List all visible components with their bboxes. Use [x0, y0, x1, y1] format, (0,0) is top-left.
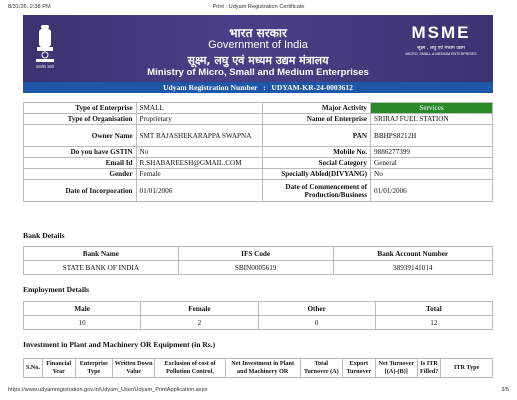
msme-logo-hindi: सूक्ष्म , लघु एवं मध्यम उद्यम	[417, 46, 465, 51]
male-value: 10	[24, 316, 141, 330]
commence-value: 01/01/2006	[371, 180, 493, 202]
net-turnover-header: Net Turnover [(A)-(B)]	[375, 359, 417, 378]
bank-name-header: Bank Name	[24, 247, 179, 261]
account-number-header: Bank Account Number	[333, 247, 492, 261]
table-row	[24, 316, 493, 330]
print-footer	[8, 387, 509, 397]
udyam-number-label: Udyam Registration Number	[163, 83, 258, 92]
commence-label: Date of Commencement of Production/Business	[263, 180, 371, 202]
gender-value: Female	[136, 169, 263, 180]
pan-value: BBHPS8212H	[371, 125, 493, 147]
ifs-code-header: IFS Code	[178, 247, 333, 261]
table-header-row	[24, 359, 493, 378]
pan-label: PAN	[263, 125, 371, 147]
table-header-row	[24, 247, 493, 261]
export-turnover-header: Export Turnover	[342, 359, 375, 378]
employment-details-heading: Employment Details	[23, 285, 90, 294]
table-row	[24, 180, 493, 202]
enterprise-details-table	[23, 102, 493, 202]
print-datetime: 8/31/26, 2:38 PM	[8, 4, 51, 10]
table-row	[24, 261, 493, 275]
print-url: https://www.udyamregistration.gov.in/Udyam_User/Udyam_PrintApplication.aspx	[8, 387, 208, 393]
enterprise-type-header: Enterprise Type	[75, 359, 113, 378]
email-label: Email Id	[24, 158, 137, 169]
divyang-value: No	[371, 169, 493, 180]
owner-label: Owner Name	[24, 125, 137, 147]
ifs-code-value: SBIN0005619	[178, 261, 333, 275]
social-label: Social Category	[263, 158, 371, 169]
table-header-row	[24, 302, 493, 316]
bank-details-heading: Bank Details	[23, 231, 65, 240]
itr-filled-header: Is ITR Filled?	[417, 359, 440, 378]
exclusion-header: Exclusion of cost of Pollution Control,	[155, 359, 225, 378]
sno-header: S.No.	[24, 359, 43, 378]
print-title: Print : Udyam Registration Certificate	[212, 4, 305, 10]
male-header: Male	[24, 302, 141, 316]
wdv-header: Written Down Value	[113, 359, 155, 378]
divyang-label: Specially Abled(DIVYANG)	[263, 169, 371, 180]
english-govt-title: Government of India	[208, 39, 308, 51]
ministry-banner	[23, 15, 493, 82]
other-header: Other	[258, 302, 375, 316]
table-row	[24, 103, 493, 114]
msme-logo-english: MICRO, SMALL & MEDIUM ENTERPRISES	[405, 52, 477, 56]
udyam-number-bar	[23, 82, 493, 93]
major-activity-value: Services	[371, 103, 493, 114]
table-row	[24, 114, 493, 125]
bank-name-value: STATE BANK OF INDIA	[24, 261, 179, 275]
female-value: 2	[141, 316, 258, 330]
total-value: 12	[375, 316, 492, 330]
name-enterprise-label: Name of Enterprise	[263, 114, 371, 125]
table-row	[24, 125, 493, 147]
print-page-number: 3/5	[501, 387, 509, 393]
type-enterprise-value: SMALL	[136, 103, 263, 114]
email-value: R.SHABAREESH@GMAIL.COM	[136, 158, 263, 169]
gstin-value: No	[136, 147, 263, 158]
account-number-value: 38939141014	[333, 261, 492, 275]
total-turnover-header: Total Turnover (A)	[300, 359, 342, 378]
udyam-number-sep: :	[263, 83, 266, 92]
bank-details-table	[23, 246, 493, 275]
investment-heading: Investment in Plant and Machinery OR Equipment (in Rs.)	[23, 340, 216, 349]
female-header: Female	[141, 302, 258, 316]
gstin-label: Do you have GSTIN	[24, 147, 137, 158]
type-org-value: Proprietary	[136, 114, 263, 125]
type-enterprise-label: Type of Enterprise	[24, 103, 137, 114]
itr-type-header: ITR Type	[441, 359, 493, 378]
table-row	[24, 147, 493, 158]
hindi-govt-title: भारत सरकार	[229, 26, 287, 40]
mobile-label: Mobile No.	[263, 147, 371, 158]
owner-value: SMT RAJASHEKARAPPA SWAPNA	[136, 125, 263, 147]
investment-table	[23, 358, 493, 378]
table-row	[24, 169, 493, 180]
msme-logo	[397, 23, 485, 71]
net-investment-header: Net Investment in Plant and Machinery OR	[225, 359, 300, 378]
udyam-number-value: UDYAM-KR-24-0003612	[271, 83, 353, 92]
table-row	[24, 158, 493, 169]
incorp-value: 01/01/2006	[136, 180, 263, 202]
print-header	[8, 4, 509, 14]
msme-logo-text: MSME	[411, 23, 471, 42]
name-enterprise-value: SRIRAJ FUEL STATION	[371, 114, 493, 125]
incorp-label: Date of Incorporation	[24, 180, 137, 202]
english-ministry-title: Ministry of Micro, Small and Medium Enterprises	[147, 67, 369, 78]
total-header: Total	[375, 302, 492, 316]
other-value: 0	[258, 316, 375, 330]
type-org-label: Type of Organisation	[24, 114, 137, 125]
major-activity-label: Major Activity	[263, 103, 371, 114]
emblem-caption: सत्यमेव जयते	[36, 65, 54, 69]
social-value: General	[371, 158, 493, 169]
mobile-value: 9886277399	[371, 147, 493, 158]
gender-label: Gender	[24, 169, 137, 180]
hindi-ministry-title: सूक्ष्म, लघु एवं मध्यम उद्यम मंत्रालय	[187, 54, 329, 67]
employment-details-table	[23, 301, 493, 330]
financial-year-header: Financial Year	[42, 359, 75, 378]
